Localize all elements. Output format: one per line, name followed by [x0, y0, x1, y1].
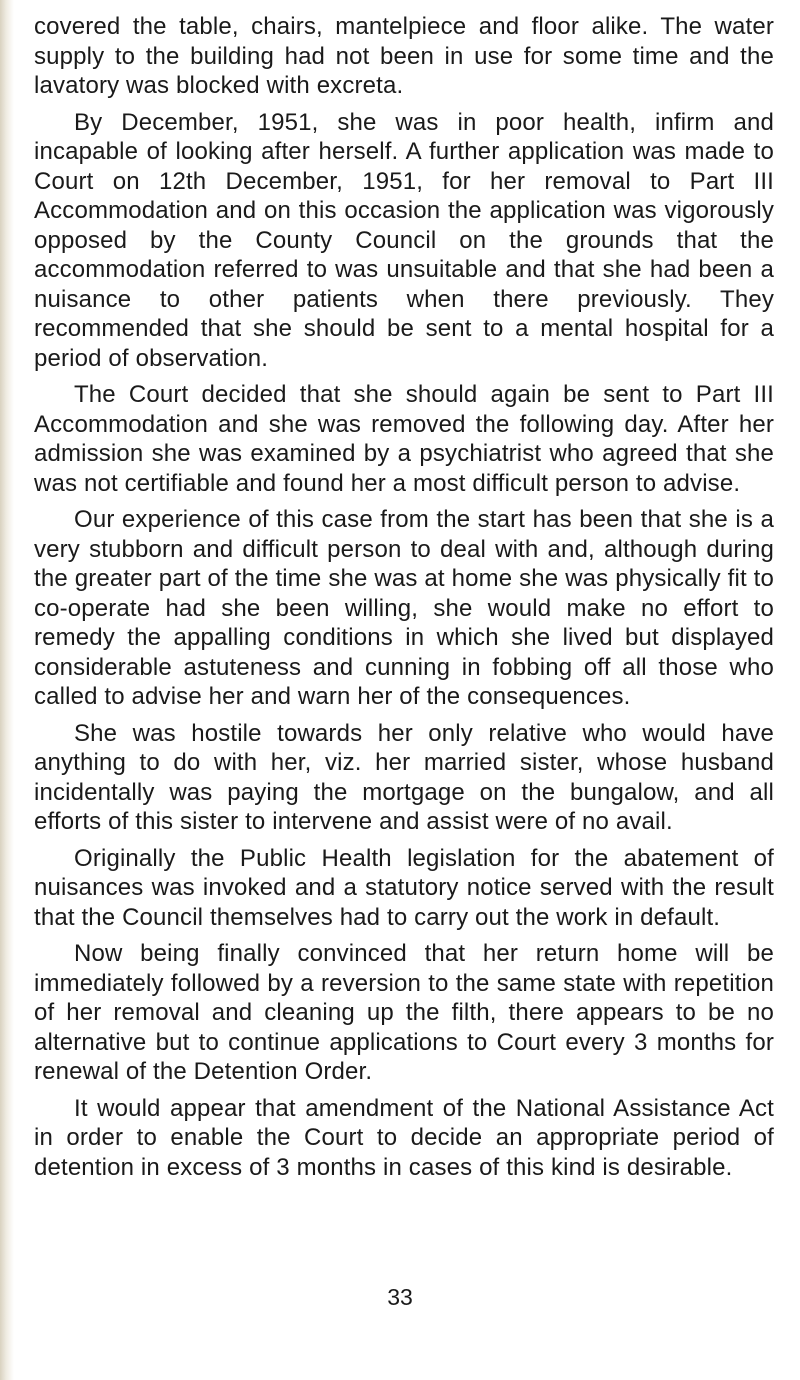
body-text [34, 12, 774, 1189]
paragraph: It would appear that amendment of the National Assistance Act in order to enable the Court to decide an appropriate period of detention in excess of 3 months in cases of this kind is desirable. [34, 1094, 774, 1181]
paragraph: Our experience of this case from the start has been that she is a very stubborn and difficult person to deal with and, although during the greater part of the time she was at home she was physically fit to co-operate had she been willing, she would make no effort to remedy the appalling conditions in which she lived but displayed considerable astuteness and cunning in fobbing off all those who called to advise her and warn her of the consequences. [34, 506, 774, 710]
paragraph: Originally the Public Health legislation for the abatement of nuisances was invoked and a statutory notice served with the result that the Council themselves had to carry out the work in default. [34, 844, 774, 931]
page-binding-edge [0, 0, 14, 1380]
paragraph: Now being finally convinced that her return home will be immediately followed by a reversion to the same state with repetition of her removal and cleaning up the filth, there appears to be no alternative but to continue applications to Court every 3 months for renewal of the Detention Order. [34, 940, 774, 1085]
page-number: 33 [387, 1284, 413, 1310]
paragraph: She was hostile towards her only relative who would have anything to do with her, viz. her married sister, whose husband incidentally was paying the mortgage on the bungalow, and all efforts of this sister to intervene and assist were of no avail. [34, 719, 774, 835]
paragraph: covered the table, chairs, mantelpiece and floor alike. The water supply to the building had not been in use for some time and the lavatory was blocked with excreta. [34, 13, 774, 99]
paragraph: The Court decided that she should again be sent to Part III Accommodation and she was removed the following day. After her admission she was examined by a psychiatrist who agreed that she was not certifiable and found her a most difficult person to advise. [34, 381, 774, 497]
paragraph: By December, 1951, she was in poor health, infirm and incapable of looking after herself. A further application was made to Court on 12th December, 1951, for her removal to Part III Accommodation and on this occasion the application was vigorously opposed by the County Council on the grounds that the accommodation referred to was unsuitable and that she had been a nuisance to other patients when there previously. They recommended that she should be sent to a mental hospital for a period of observation. [34, 108, 774, 372]
